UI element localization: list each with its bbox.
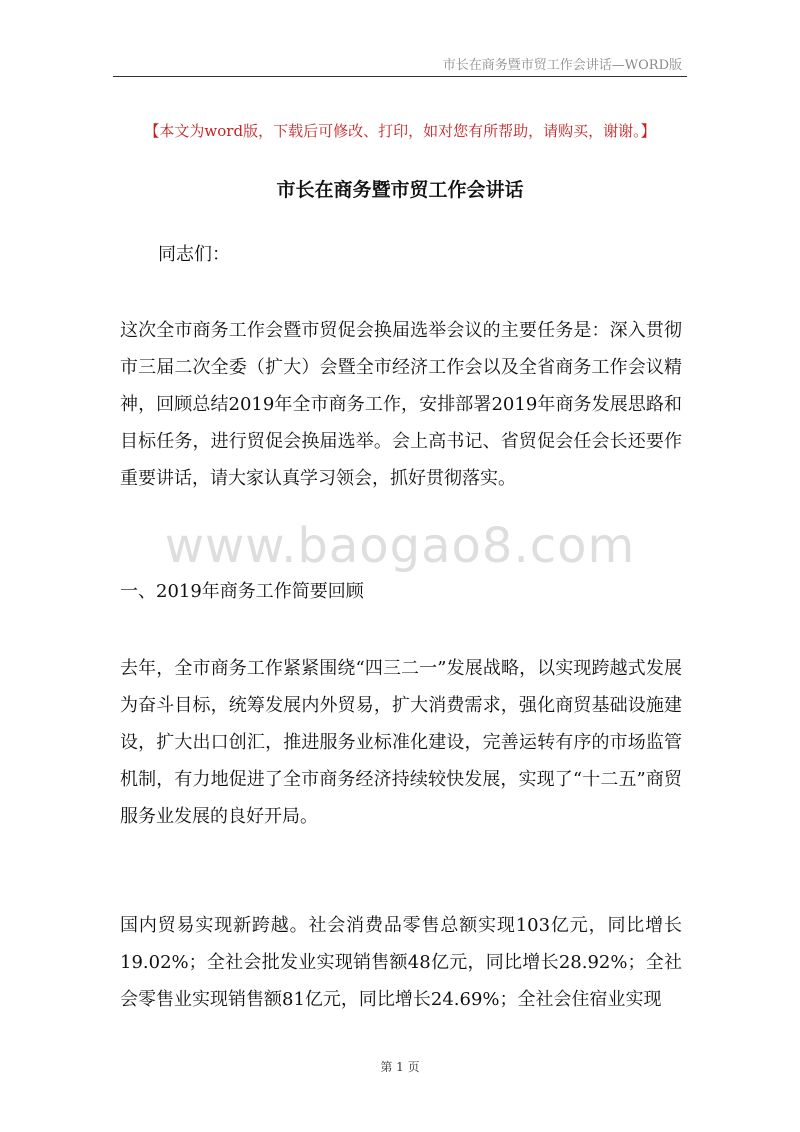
- paragraph-last-year-summary: 去年，全市商务工作紧紧围绕“四三二一”发展战略，以实现跨越式发展为奋斗目标，统筹发展内外贸易，扩大消费需求，强化商贸基础设施建设，扩大出口创汇，推进服务业标准化建设，完善运转有序的市场监管机制，有力地促进了全市商务经济持续较快发展，实现了“十二五”商贸服务业发展的良好开局。: [120, 658, 682, 827]
- page-number: 第 1 页: [380, 1060, 420, 1074]
- document-title: 市长在商务暨市贸工作会讲话: [276, 179, 524, 201]
- section-heading-review: 一、2019年商务工作简要回顾: [120, 581, 364, 602]
- paragraph-domestic-trade: 国内贸易实现新跨越。社会消费品零售总额实现103亿元，同比增长19.02%；全社会批发业实现销售额48亿元，同比增长28.92%；全社会零售业实现销售额81亿元，同比增长24.69%；全社会住宿业实现: [120, 915, 682, 1010]
- download-notice: 【本文为word版，下载后可修改、打印，如对您有所帮助，请购买，谢谢。】: [144, 122, 656, 140]
- running-header: 市长在商务暨市贸工作会讲话—WORD版: [442, 58, 682, 73]
- watermark: www.baogao8.com: [164, 518, 636, 574]
- paragraph-meeting-tasks: 这次全市商务工作会暨市贸促会换届选举会议的主要任务是：深入贯彻市三届二次全委（扩大）会暨全市经济工作会以及全省商务工作会议精神，回顾总结2019年全市商务工作，安排部署2019年商务发展思路和目标任务，进行贸促会换届选举。会上高书记、省贸促会任会长还要作重要讲话，请大家认真学习领会，抓好贯彻落实。: [120, 320, 682, 489]
- greeting: 同志们：: [158, 244, 230, 265]
- header-divider: [113, 76, 687, 77]
